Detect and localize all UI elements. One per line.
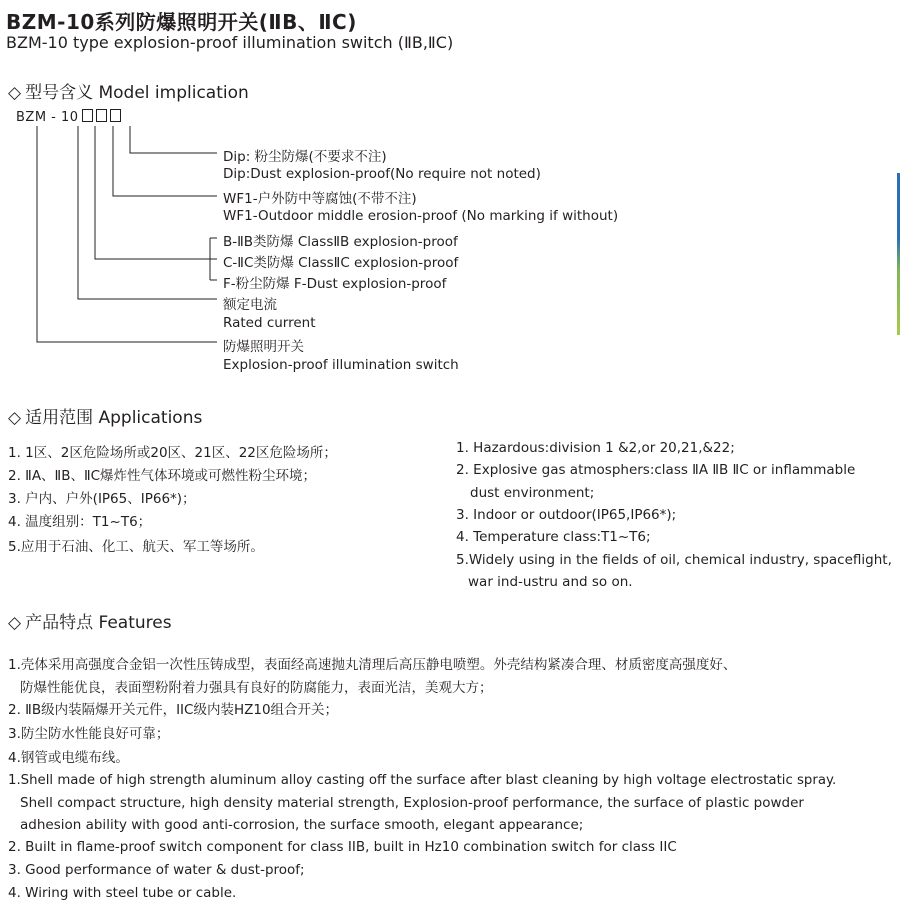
feature-cn-3: 3.防尘防水性能良好可靠； <box>8 726 170 742</box>
desc-dip-cn: Dip: 粉尘防爆(不要求不注) <box>223 149 387 165</box>
feature-en-2: 2. Built in flame-proof switch component for class IIB, built in Hz10 combination switch for class IIC <box>8 839 677 855</box>
app-en-1: 1. Hazardous:division 1 &2,or 20,21,&22; <box>456 440 735 456</box>
model-heading-text: 型号含义 Model implication <box>25 83 249 103</box>
features-heading-text: 产品特点 Features <box>25 613 172 633</box>
app-cn-4: 4. 温度组别：T1~T6； <box>8 514 152 530</box>
desc-wf1-en: WF1-Outdoor middle erosion-proof (No marking if without) <box>223 208 619 224</box>
desc-class-c: C-ⅡC类防爆 ClassⅡC explosion-proof <box>223 255 459 271</box>
desc-class-b: B-ⅡB类防爆 ClassⅡB explosion-proof <box>223 234 458 250</box>
feature-en-1-cont-b: adhesion ability with good anti-corrosion, the surface smooth, elegant appearance; <box>20 817 584 833</box>
app-en-5-cont: war ind-ustru and so on. <box>468 574 633 590</box>
feature-en-4: 4. Wiring with steel tube or cable. <box>8 885 237 901</box>
features-heading <box>8 608 172 633</box>
diamond-icon: ◇ <box>8 613 22 633</box>
app-en-4: 4. Temperature class:T1~T6; <box>456 529 651 545</box>
desc-switch-en: Explosion-proof illumination switch <box>223 357 459 373</box>
feature-cn-4: 4.钢管或电缆布线。 <box>8 750 129 766</box>
desc-wf1-cn: WF1-户外防中等腐蚀(不带不注) <box>223 191 417 207</box>
desc-switch-cn: 防爆照明开关 <box>223 339 304 355</box>
page-subtitle: BZM-10 type explosion-proof illumination switch (ⅡB,ⅡC) <box>6 33 454 52</box>
feature-cn-1-cont: 防爆性能优良，表面塑粉附着力强具有良好的防腐能力，表面光洁，美观大方； <box>20 680 493 696</box>
model-code-text: BZM - 10 <box>16 110 79 125</box>
feature-en-1: 1.Shell made of high strength aluminum alloy casting off the surface after blast cleaning by high voltage electrostatic spray. <box>8 773 837 788</box>
feature-cn-1: 1.壳体采用高强度合金铝一次性压铸成型，表面经高速抛丸清理后高压静电喷塑。外壳结构紧凑合理、材质密度高强度好、 <box>8 657 737 673</box>
desc-current-cn: 额定电流 <box>223 297 277 313</box>
app-en-2: 2. Explosive gas atmosphers:class ⅡA ⅡB ⅡC or inflammable <box>456 462 856 478</box>
app-en-5: 5.Widely using in the fields of oil, chemical industry, spaceflight, <box>456 552 892 568</box>
app-cn-3: 3. 户内、户外(IP65、IP66*)； <box>8 491 196 507</box>
feature-en-1-cont-a: Shell compact structure, high density material strength, Explosion-proof performance, the surface of plastic powder <box>20 795 804 811</box>
app-en-3: 3. Indoor or outdoor(IP65,IP66*); <box>456 507 677 523</box>
app-cn-2: 2. ⅡA、ⅡB、ⅡC爆炸性气体环境或可燃性粉尘环境； <box>8 468 317 484</box>
applications-heading <box>8 403 202 428</box>
page-title: BZM-10系列防爆照明开关(ⅡB、ⅡC) <box>6 10 357 34</box>
desc-class-f: F-粉尘防爆 F-Dust explosion-proof <box>223 276 447 292</box>
app-cn-1: 1. 1区、2区危险场所或20区、21区、22区危险场所； <box>8 445 337 461</box>
desc-current-en: Rated current <box>223 315 316 331</box>
model-bracket-lines <box>0 0 900 400</box>
feature-en-3: 3. Good performance of water & dust-proof; <box>8 862 305 878</box>
diamond-icon: ◇ <box>8 408 22 428</box>
applications-heading-text: 适用范围 Applications <box>25 408 203 428</box>
feature-cn-2: 2. ⅡB级内装隔爆开关元件，IIC级内装HZ10组合开关； <box>8 702 339 718</box>
desc-dip-en: Dip:Dust explosion-proof(No require not noted) <box>223 166 541 182</box>
app-cn-5: 5.应用于石油、化工、航天、军工等场所。 <box>8 539 264 555</box>
app-en-2-cont: dust environment; <box>470 485 595 501</box>
diamond-icon: ◇ <box>8 83 22 103</box>
